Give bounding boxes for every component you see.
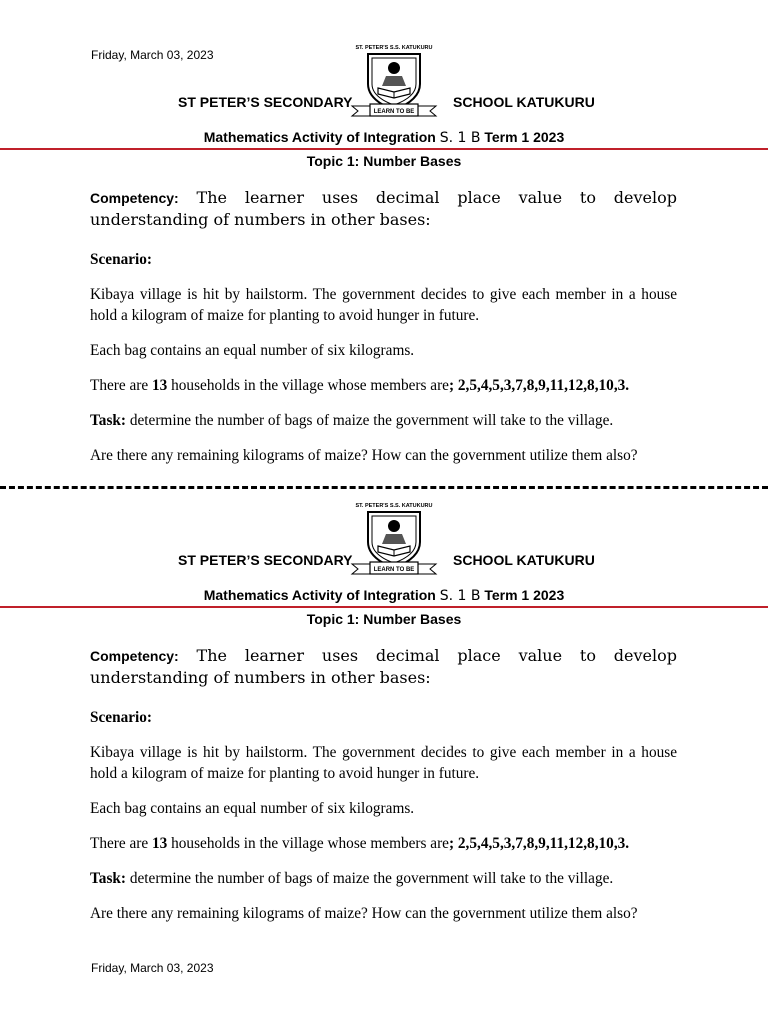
school-name-left: ST PETER’S SECONDARY bbox=[178, 94, 353, 110]
school-name-right: SCHOOL KATUKURU bbox=[453, 552, 595, 568]
red-divider bbox=[0, 606, 768, 608]
subject-title: Mathematics Activity of Integration bbox=[203, 129, 436, 145]
activity-section-2 bbox=[0, 500, 768, 960]
scenario-label bbox=[90, 249, 677, 270]
task-label: Task: bbox=[90, 870, 127, 887]
question-paragraph: Are there any remaining kilograms of maize? How can the government utilize them also? bbox=[90, 447, 638, 464]
date-footer: Friday, March 03, 2023 bbox=[91, 961, 214, 975]
school-crest-logo bbox=[346, 42, 442, 122]
competency-paragraph bbox=[90, 187, 677, 231]
competency-text: The learner uses decimal place value to develop understanding of numbers in other bases: bbox=[90, 646, 678, 687]
red-divider bbox=[0, 148, 768, 150]
households-list: ; 2,5,4,5,3,7,8,9,11,12,8,10,3. bbox=[448, 835, 630, 852]
subject-title: Mathematics Activity of Integration bbox=[203, 587, 436, 603]
households-count: 13 bbox=[152, 377, 168, 394]
households-paragraph bbox=[90, 833, 677, 854]
school-name-right: SCHOOL KATUKURU bbox=[453, 94, 595, 110]
competency-label: Competency: bbox=[90, 190, 179, 206]
term-label: Term 1 2023 bbox=[484, 587, 565, 603]
households-count: 13 bbox=[152, 835, 168, 852]
date-header: Friday, March 03, 2023 bbox=[91, 48, 214, 62]
school-crest-logo bbox=[346, 500, 442, 580]
crest-motto: LEARN TO BE bbox=[373, 567, 415, 573]
class-label: S. 1 B bbox=[439, 588, 481, 604]
households-pre: There are bbox=[90, 835, 149, 852]
cut-line bbox=[0, 486, 768, 489]
scenario-label-text: Scenario: bbox=[90, 251, 153, 268]
crest-text: ST. PETER'S S.S. KATUKURU bbox=[355, 503, 433, 509]
activity-section-1 bbox=[0, 42, 768, 502]
bag-paragraph: Each bag contains an equal number of six kilograms. bbox=[90, 342, 415, 359]
scenario-label-text: Scenario: bbox=[90, 709, 153, 726]
crest-text: ST. PETER'S S.S. KATUKURU bbox=[355, 45, 433, 51]
school-name-left: ST PETER’S SECONDARY bbox=[178, 552, 353, 568]
households-pre: There are bbox=[90, 377, 149, 394]
households-list: ; 2,5,4,5,3,7,8,9,11,12,8,10,3. bbox=[448, 377, 630, 394]
competency-paragraph bbox=[90, 645, 677, 689]
households-mid: households in the village whose members are bbox=[171, 377, 449, 394]
question-paragraph: Are there any remaining kilograms of maize? How can the government utilize them also? bbox=[90, 905, 638, 922]
scenario-paragraph: Kibaya village is hit by hailstorm. The government decides to give each member in a house hold a kilogram of maize for planting to avoid hunger in future. bbox=[90, 286, 677, 324]
competency-label: Competency: bbox=[90, 648, 179, 664]
subject-line bbox=[0, 129, 768, 146]
bag-paragraph: Each bag contains an equal number of six kilograms. bbox=[90, 800, 415, 817]
competency-text: The learner uses decimal place value to develop understanding of numbers in other bases: bbox=[90, 188, 678, 229]
term-label: Term 1 2023 bbox=[484, 129, 565, 145]
class-label: S. 1 B bbox=[439, 130, 481, 146]
crest-motto: LEARN TO BE bbox=[373, 109, 415, 115]
topic-title: Topic 1: Number Bases bbox=[306, 611, 462, 627]
scenario-paragraph: Kibaya village is hit by hailstorm. The government decides to give each member in a house hold a kilogram of maize for planting to avoid hunger in future. bbox=[90, 744, 677, 782]
task-label: Task: bbox=[90, 412, 127, 429]
task-text: determine the number of bags of maize the government will take to the village. bbox=[129, 412, 614, 429]
topic-title: Topic 1: Number Bases bbox=[306, 153, 462, 169]
task-paragraph bbox=[90, 868, 677, 889]
task-paragraph bbox=[90, 410, 677, 431]
task-text: determine the number of bags of maize the government will take to the village. bbox=[129, 870, 614, 887]
scenario-label bbox=[90, 707, 677, 728]
households-mid: households in the village whose members are bbox=[171, 835, 449, 852]
households-paragraph bbox=[90, 375, 677, 396]
subject-line bbox=[0, 587, 768, 604]
